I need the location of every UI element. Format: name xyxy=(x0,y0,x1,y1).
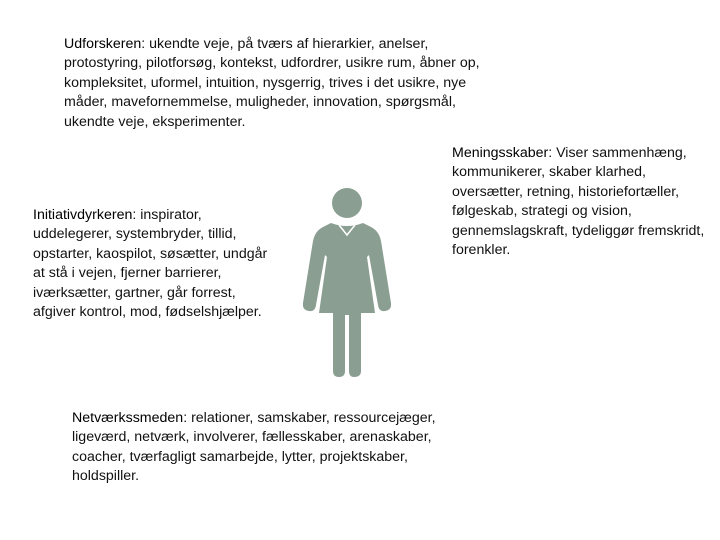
role-description-udforskeren: : ukendte veje, på tværs af hierarkier, anelser, protostyring, pilotforsøg, kontekst, udfordrer, usikre rum, åbner op, kompleksitet, uformel, intuition, nysgerrig, trives i det usikre, nye måder, mavefornemmelse, muligheder, innovation, spørgsmål, ukendte veje, eksperimenter. xyxy=(64,36,480,130)
role-description-netvaerkssmeden: : relationer, samskaber, ressourcejæger, ligeværd, netværk, involverer, fællesskaber, arenaskaber, coacher, tværfagligt samarbejde, lytter, projektskaber, holdspiller. xyxy=(72,410,436,485)
role-description-meningsskaber: : Viser sammenhæng, kommunikerer, skaber klarhed, oversætter, retning, historiefortæller, følgeskab, strategi og vision, gennemslagskraft, tydeliggør fremskridt, forenkler. xyxy=(452,145,705,259)
role-title-initiativdyrkeren: Initiativdyrkeren xyxy=(33,207,133,223)
role-initiativdyrkeren xyxy=(33,206,273,322)
role-title-meningsskaber: Meningsskaber xyxy=(452,145,549,161)
woman-icon xyxy=(303,187,391,377)
role-description-initiativdyrkeren: : inspirator, uddelegerer, systembryder, tillid, opstarter, kaospilot, søsætter, undgår at stå i vejen, fjerner barrierer, iværksætter, gartner, går forrest, afgiver kontrol, mod, fødselshjælper. xyxy=(33,207,268,321)
role-meningsskaber xyxy=(452,144,712,260)
role-udforskeren xyxy=(64,35,484,132)
role-netvaerkssmeden xyxy=(72,409,452,487)
role-title-udforskeren: Udforskeren xyxy=(64,36,142,52)
role-title-netvaerkssmeden: Netværkssmeden xyxy=(72,410,184,426)
